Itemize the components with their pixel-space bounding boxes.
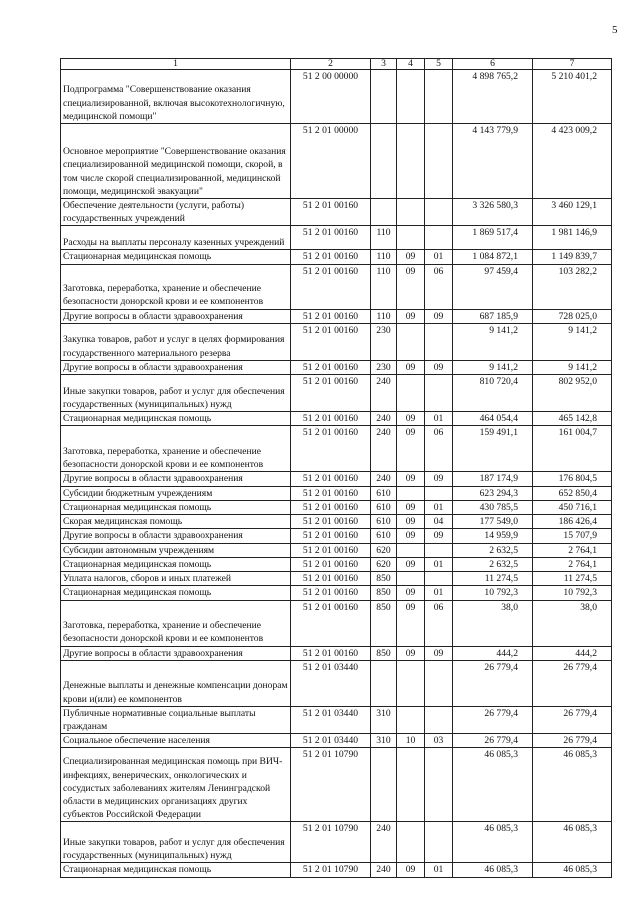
section xyxy=(397,543,425,557)
subsection xyxy=(425,572,453,586)
amount-year-1: 97 459,4 xyxy=(453,264,533,309)
target-code: 51 2 01 03440 xyxy=(291,660,371,706)
row-name: Заготовка, переработка, хранение и обеспечение безопасности донорской крови и ее компонентов xyxy=(61,426,291,472)
amount-year-2: 46 085,3 xyxy=(533,863,612,877)
subsection xyxy=(425,70,453,124)
target-code: 51 2 01 10790 xyxy=(291,822,371,863)
section xyxy=(397,323,425,360)
amount-year-2: 2 764,1 xyxy=(533,557,612,571)
subsection: 04 xyxy=(425,515,453,529)
section xyxy=(397,706,425,733)
amount-year-2: 10 792,3 xyxy=(533,586,612,600)
expense-type: 610 xyxy=(371,529,397,543)
amount-year-1: 2 632,5 xyxy=(453,557,533,571)
target-code: 51 2 01 00160 xyxy=(291,572,371,586)
amount-year-2: 1 981 146,9 xyxy=(533,226,612,250)
amount-year-2: 176 804,5 xyxy=(533,472,612,486)
target-code: 51 2 00 00000 xyxy=(291,70,371,124)
amount-year-1: 10 792,3 xyxy=(453,586,533,600)
section: 10 xyxy=(397,734,425,748)
expense-type: 240 xyxy=(371,412,397,426)
amount-year-1: 3 326 580,3 xyxy=(453,199,533,226)
table-row xyxy=(61,529,612,543)
amount-year-2: 161 004,7 xyxy=(533,426,612,472)
row-name: Стационарная медицинская помощь xyxy=(61,412,291,426)
table-row xyxy=(61,586,612,600)
row-name: Иные закупки товаров, работ и услуг для обеспечения государственных (муниципальных) нужд xyxy=(61,822,291,863)
expense-type: 850 xyxy=(371,586,397,600)
target-code: 51 2 01 00160 xyxy=(291,486,371,500)
amount-year-1: 9 141,2 xyxy=(453,323,533,360)
subsection: 06 xyxy=(425,426,453,472)
table-row xyxy=(61,70,612,124)
section xyxy=(397,199,425,226)
target-code: 51 2 01 00160 xyxy=(291,412,371,426)
column-header: 1 xyxy=(61,59,291,70)
section xyxy=(397,486,425,500)
amount-year-2: 3 460 129,1 xyxy=(533,199,612,226)
expense-type: 240 xyxy=(371,426,397,472)
subsection: 01 xyxy=(425,412,453,426)
row-name: Специализированная медицинская помощь при ВИЧ-инфекциях, венерических, онкологических и сосудистых заболеваниях жителям Ленинградской области в медицинских организациях других субъектов Российской Федерации xyxy=(61,748,291,822)
expense-type: 240 xyxy=(371,863,397,877)
subsection xyxy=(425,660,453,706)
amount-year-1: 11 274,5 xyxy=(453,572,533,586)
table-row xyxy=(61,486,612,500)
expense-type: 610 xyxy=(371,486,397,500)
table-row xyxy=(61,706,612,733)
expense-type: 850 xyxy=(371,600,397,646)
budget-table xyxy=(60,58,612,878)
expense-type: 620 xyxy=(371,543,397,557)
target-code: 51 2 01 00160 xyxy=(291,375,371,412)
row-name: Заготовка, переработка, хранение и обеспечение безопасности донорской крови и ее компонентов xyxy=(61,264,291,309)
target-code: 51 2 01 00160 xyxy=(291,309,371,323)
amount-year-1: 464 054,4 xyxy=(453,412,533,426)
target-code: 51 2 01 00160 xyxy=(291,199,371,226)
amount-year-1: 38,0 xyxy=(453,600,533,646)
expense-type xyxy=(371,124,397,199)
target-code: 51 2 01 10790 xyxy=(291,748,371,822)
row-name: Другие вопросы в области здравоохранения xyxy=(61,472,291,486)
table-row xyxy=(61,124,612,199)
section: 09 xyxy=(397,586,425,600)
section: 09 xyxy=(397,360,425,374)
target-code: 51 2 01 00160 xyxy=(291,323,371,360)
section: 09 xyxy=(397,515,425,529)
column-header: 3 xyxy=(371,59,397,70)
table-row xyxy=(61,646,612,660)
row-name: Другие вопросы в области здравоохранения xyxy=(61,309,291,323)
section xyxy=(397,572,425,586)
target-code: 51 2 01 03440 xyxy=(291,706,371,733)
target-code: 51 2 01 00160 xyxy=(291,226,371,250)
target-code: 51 2 01 00160 xyxy=(291,360,371,374)
row-name: Стационарная медицинская помощь xyxy=(61,250,291,264)
expense-type: 230 xyxy=(371,323,397,360)
section: 09 xyxy=(397,500,425,514)
column-header: 6 xyxy=(453,59,533,70)
target-code: 51 2 01 00160 xyxy=(291,646,371,660)
subsection xyxy=(425,323,453,360)
table-row xyxy=(61,863,612,877)
subsection xyxy=(425,124,453,199)
subsection xyxy=(425,226,453,250)
section xyxy=(397,226,425,250)
amount-year-1: 2 632,5 xyxy=(453,543,533,557)
row-name: Стационарная медицинская помощь xyxy=(61,586,291,600)
expense-type: 110 xyxy=(371,250,397,264)
amount-year-2: 728 025,0 xyxy=(533,309,612,323)
subsection: 01 xyxy=(425,557,453,571)
row-name: Другие вопросы в области здравоохранения xyxy=(61,646,291,660)
target-code: 51 2 01 00160 xyxy=(291,586,371,600)
amount-year-1: 1 869 517,4 xyxy=(453,226,533,250)
row-name: Другие вопросы в области здравоохранения xyxy=(61,529,291,543)
column-header: 5 xyxy=(425,59,453,70)
section: 09 xyxy=(397,426,425,472)
section: 09 xyxy=(397,250,425,264)
subsection: 06 xyxy=(425,600,453,646)
amount-year-1: 159 491,1 xyxy=(453,426,533,472)
amount-year-1: 46 085,3 xyxy=(453,822,533,863)
subsection xyxy=(425,199,453,226)
row-name: Обеспечение деятельности (услуги, работы) государственных учреждений xyxy=(61,199,291,226)
amount-year-2: 26 779,4 xyxy=(533,734,612,748)
amount-year-1: 810 720,4 xyxy=(453,375,533,412)
amount-year-2: 46 085,3 xyxy=(533,822,612,863)
amount-year-1: 4 898 765,2 xyxy=(453,70,533,124)
amount-year-1: 687 185,9 xyxy=(453,309,533,323)
expense-type: 310 xyxy=(371,706,397,733)
table-row xyxy=(61,557,612,571)
expense-type xyxy=(371,199,397,226)
amount-year-2: 652 850,4 xyxy=(533,486,612,500)
amount-year-1: 46 085,3 xyxy=(453,748,533,822)
amount-year-1: 444,2 xyxy=(453,646,533,660)
section: 09 xyxy=(397,264,425,309)
amount-year-2: 15 707,9 xyxy=(533,529,612,543)
amount-year-2: 444,2 xyxy=(533,646,612,660)
table-row xyxy=(61,472,612,486)
subsection xyxy=(425,706,453,733)
amount-year-2: 2 764,1 xyxy=(533,543,612,557)
subsection xyxy=(425,375,453,412)
target-code: 51 2 01 03440 xyxy=(291,734,371,748)
section: 09 xyxy=(397,412,425,426)
amount-year-2: 465 142,8 xyxy=(533,412,612,426)
amount-year-2: 38,0 xyxy=(533,600,612,646)
amount-year-1: 26 779,4 xyxy=(453,660,533,706)
amount-year-2: 26 779,4 xyxy=(533,706,612,733)
amount-year-1: 623 294,3 xyxy=(453,486,533,500)
amount-year-2: 1 149 839,7 xyxy=(533,250,612,264)
table-row xyxy=(61,264,612,309)
row-name: Иные закупки товаров, работ и услуг для обеспечения государственных (муниципальных) нужд xyxy=(61,375,291,412)
section: 09 xyxy=(397,600,425,646)
subsection: 01 xyxy=(425,250,453,264)
row-name: Основное мероприятие "Совершенствование оказания специализированной медицинской помощи, скорой, в том числе скорой специализированной, медицинской помощи, медицинской эвакуации" xyxy=(61,124,291,199)
section xyxy=(397,660,425,706)
target-code: 51 2 01 00000 xyxy=(291,124,371,199)
amount-year-1: 4 143 779,9 xyxy=(453,124,533,199)
table-row xyxy=(61,748,612,822)
expense-type: 110 xyxy=(371,226,397,250)
amount-year-1: 26 779,4 xyxy=(453,734,533,748)
amount-year-1: 1 084 872,1 xyxy=(453,250,533,264)
row-name: Социальное обеспечение населения xyxy=(61,734,291,748)
subsection: 03 xyxy=(425,734,453,748)
table-row xyxy=(61,543,612,557)
row-name: Публичные нормативные социальные выплаты гражданам xyxy=(61,706,291,733)
amount-year-2: 450 716,1 xyxy=(533,500,612,514)
section xyxy=(397,70,425,124)
target-code: 51 2 01 00160 xyxy=(291,250,371,264)
column-number-row xyxy=(61,59,612,70)
row-name: Расходы на выплаты персоналу казенных учреждений xyxy=(61,226,291,250)
section: 09 xyxy=(397,646,425,660)
row-name: Заготовка, переработка, хранение и обеспечение безопасности донорской крови и ее компонентов xyxy=(61,600,291,646)
section: 09 xyxy=(397,472,425,486)
table-row xyxy=(61,660,612,706)
section xyxy=(397,375,425,412)
row-name: Подпрограмма "Совершенствование оказания специализированной, включая высокотехнологичную, медицинской помощи" xyxy=(61,70,291,124)
section xyxy=(397,748,425,822)
target-code: 51 2 01 00160 xyxy=(291,472,371,486)
target-code: 51 2 01 00160 xyxy=(291,515,371,529)
column-header: 7 xyxy=(533,59,612,70)
target-code: 51 2 01 00160 xyxy=(291,529,371,543)
amount-year-2: 11 274,5 xyxy=(533,572,612,586)
subsection: 09 xyxy=(425,309,453,323)
expense-type: 850 xyxy=(371,646,397,660)
amount-year-2: 26 779,4 xyxy=(533,660,612,706)
amount-year-2: 46 085,3 xyxy=(533,748,612,822)
expense-type: 240 xyxy=(371,472,397,486)
target-code: 51 2 01 00160 xyxy=(291,426,371,472)
expense-type: 240 xyxy=(371,375,397,412)
subsection: 09 xyxy=(425,529,453,543)
table-row xyxy=(61,734,612,748)
table-row xyxy=(61,822,612,863)
table-row xyxy=(61,572,612,586)
row-name: Стационарная медицинская помощь xyxy=(61,500,291,514)
row-name: Субсидии автономным учреждениям xyxy=(61,543,291,557)
table-row xyxy=(61,426,612,472)
expense-type: 110 xyxy=(371,264,397,309)
amount-year-1: 9 141,2 xyxy=(453,360,533,374)
section: 09 xyxy=(397,557,425,571)
amount-year-1: 14 959,9 xyxy=(453,529,533,543)
row-name: Денежные выплаты и денежные компенсации донорам крови и(или) ее компонентов xyxy=(61,660,291,706)
table-row xyxy=(61,309,612,323)
table-row xyxy=(61,360,612,374)
table-row xyxy=(61,323,612,360)
row-name: Субсидии бюджетным учреждениям xyxy=(61,486,291,500)
amount-year-2: 4 423 009,2 xyxy=(533,124,612,199)
expense-type xyxy=(371,660,397,706)
subsection: 09 xyxy=(425,360,453,374)
amount-year-1: 46 085,3 xyxy=(453,863,533,877)
amount-year-2: 186 426,4 xyxy=(533,515,612,529)
section: 09 xyxy=(397,863,425,877)
amount-year-2: 802 952,0 xyxy=(533,375,612,412)
row-name: Стационарная медицинская помощь xyxy=(61,863,291,877)
expense-type: 850 xyxy=(371,572,397,586)
expense-type: 310 xyxy=(371,734,397,748)
section xyxy=(397,124,425,199)
subsection xyxy=(425,543,453,557)
expense-type: 620 xyxy=(371,557,397,571)
target-code: 51 2 01 00160 xyxy=(291,600,371,646)
table-row xyxy=(61,226,612,250)
column-header: 2 xyxy=(291,59,371,70)
table-row xyxy=(61,250,612,264)
amount-year-2: 5 210 401,2 xyxy=(533,70,612,124)
expense-type xyxy=(371,70,397,124)
subsection: 01 xyxy=(425,500,453,514)
subsection: 01 xyxy=(425,863,453,877)
table-row xyxy=(61,500,612,514)
table-row xyxy=(61,375,612,412)
expense-type xyxy=(371,748,397,822)
row-name: Уплата налогов, сборов и иных платежей xyxy=(61,572,291,586)
section xyxy=(397,822,425,863)
expense-type: 110 xyxy=(371,309,397,323)
row-name: Другие вопросы в области здравоохранения xyxy=(61,360,291,374)
section: 09 xyxy=(397,309,425,323)
target-code: 51 2 01 10790 xyxy=(291,863,371,877)
row-name: Скорая медицинская помощь xyxy=(61,515,291,529)
section: 09 xyxy=(397,529,425,543)
row-name: Закупка товаров, работ и услуг в целях формирования государственного материального резерва xyxy=(61,323,291,360)
subsection: 09 xyxy=(425,646,453,660)
amount-year-1: 177 549,0 xyxy=(453,515,533,529)
subsection: 06 xyxy=(425,264,453,309)
subsection xyxy=(425,748,453,822)
amount-year-1: 430 785,5 xyxy=(453,500,533,514)
target-code: 51 2 01 00160 xyxy=(291,543,371,557)
subsection xyxy=(425,822,453,863)
amount-year-2: 9 141,2 xyxy=(533,323,612,360)
table-row xyxy=(61,199,612,226)
amount-year-1: 187 174,9 xyxy=(453,472,533,486)
table-row xyxy=(61,600,612,646)
expense-type: 240 xyxy=(371,822,397,863)
target-code: 51 2 01 00160 xyxy=(291,500,371,514)
subsection: 09 xyxy=(425,472,453,486)
subsection xyxy=(425,486,453,500)
expense-type: 230 xyxy=(371,360,397,374)
amount-year-2: 103 282,2 xyxy=(533,264,612,309)
subsection: 01 xyxy=(425,586,453,600)
target-code: 51 2 01 00160 xyxy=(291,264,371,309)
row-name: Стационарная медицинская помощь xyxy=(61,557,291,571)
page-number: 5 xyxy=(612,24,618,36)
expense-type: 610 xyxy=(371,515,397,529)
expense-type: 610 xyxy=(371,500,397,514)
target-code: 51 2 01 00160 xyxy=(291,557,371,571)
table-row xyxy=(61,515,612,529)
column-header: 4 xyxy=(397,59,425,70)
table-row xyxy=(61,412,612,426)
amount-year-1: 26 779,4 xyxy=(453,706,533,733)
amount-year-2: 9 141,2 xyxy=(533,360,612,374)
